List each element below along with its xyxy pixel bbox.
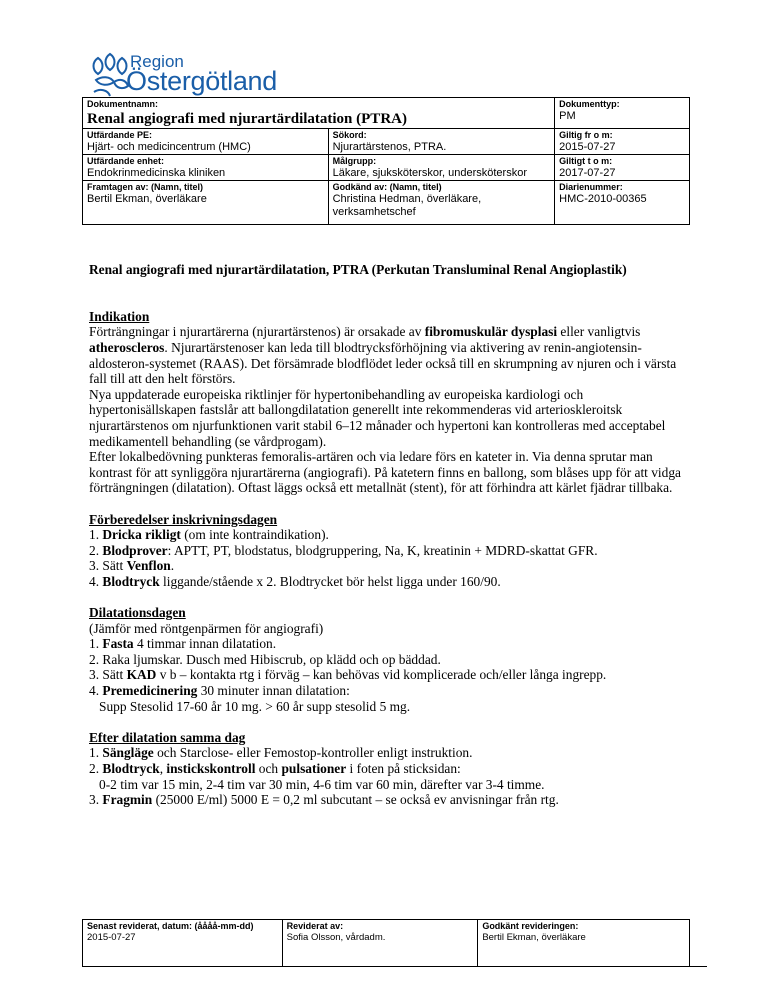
- footer-divider: [82, 966, 707, 967]
- valid-from-value: 2015-07-27: [559, 141, 616, 153]
- diary-label: Diarienummer:: [559, 182, 623, 192]
- list-item: 1. Sängläge och Starclose- eller Femostop-kontroller enligt instruktion.: [89, 745, 473, 761]
- valid-to-label: Giltigt t o m:: [559, 156, 613, 166]
- document-footer-table: [82, 919, 690, 967]
- section-heading-efter: Efter dilatation samma dag: [89, 729, 246, 745]
- docname-value: Renal angiografi med njurartärdilatation (PTRA): [87, 111, 407, 127]
- list-item: 4. Premedicinering 30 minuter innan dilatation:: [89, 683, 350, 699]
- paragraph-indikation-3: Efter lokalbedövning punkteras femoralis-artären och via ledare förs en kateter in. Via denna sprutar man kontrast för att synliggöra njurartärerna (angiografi). På katetern finns en ballong, som blåses upp för att vidga förträngningen (dilatation). Oftast läggs också ett metallnät (stent), för att förhindra att kärlet fjädrar tillbaka.: [89, 449, 681, 496]
- valid-to-value: 2017-07-27: [559, 167, 616, 179]
- reviser-label: Reviderat av:: [286, 921, 344, 931]
- list-item: 1. Dricka rikligt (om inte kontraindikation).: [89, 527, 329, 543]
- doctype-value: PM: [559, 110, 576, 122]
- section-heading-indikation: Indikation: [89, 308, 150, 324]
- target-label: Målgrupp:: [332, 156, 377, 166]
- doctype-label: Dokumenttyp:: [559, 99, 620, 109]
- issuer-pe-value: Hjärt- och medicincentrum (HMC): [87, 141, 251, 153]
- keyword-value: Njurartärstenos, PTRA.: [332, 141, 447, 153]
- revision-approved-value: Bertil Ekman, överläkare: [482, 932, 586, 943]
- logo-name-text: Östergötland: [126, 66, 277, 96]
- dil-intro: (Jämför med röntgenpärmen för angiografi): [89, 620, 324, 636]
- keyword-label: Sökord:: [332, 130, 367, 140]
- section-heading-dilatationsdagen: Dilatationsdagen: [89, 605, 186, 621]
- list-item: 3. Sätt KAD v b – kontakta rtg i förväg – kan behövas vid komplicerade och/eller långa ingrepp.: [89, 667, 607, 683]
- body-title: Renal angiografi med njurartärdilatation, PTRA (Perkutan Transluminal Renal Angioplastik): [89, 262, 627, 277]
- author-value: Bertil Ekman, överläkare: [87, 193, 207, 205]
- revised-label: Senast reviderat, datum: (åååå-mm-dd): [87, 921, 254, 931]
- issuer-unit-label: Utfärdande enhet:: [87, 156, 165, 166]
- docname-label: Dokumentnamn:: [87, 99, 159, 109]
- approved-value: Christina Hedman, överläkare, verksamhetschef: [332, 193, 482, 218]
- list-item: 2. Blodtryck, instickskontroll och pulsationer i foten på sticksidan:: [89, 761, 461, 776]
- author-label: Framtagen av: (Namn, titel): [87, 182, 204, 192]
- list-item-sub: Supp Stesolid 17-60 år 10 mg. > 60 år supp stesolid 5 mg.: [99, 698, 411, 714]
- issuer-pe-label: Utfärdande PE:: [87, 130, 153, 140]
- revised-value: 2015-07-27: [87, 932, 136, 943]
- list-item: 4. Blodtryck liggande/stående x 2. Blodtrycket bör helst ligga under 160/90.: [89, 573, 501, 589]
- list-item: 2. Raka ljumskar. Dusch med Hibiscrub, op klädd och op bäddad.: [89, 651, 441, 667]
- valid-from-label: Giltig fr o m:: [559, 130, 613, 140]
- list-item: 1. Fasta 4 timmar innan dilatation.: [89, 636, 277, 652]
- issuer-unit-value: Endokrinmedicinska kliniken: [87, 167, 226, 179]
- document-body: [89, 262, 689, 808]
- list-item: 2. Blodprover: APTT, PT, blodstatus, blodgruppering, Na, K, kreatinin + MDRD-skattat GFR.: [89, 542, 598, 558]
- revision-approved-label: Godkänt revideringen:: [482, 921, 579, 931]
- document-header-table: [82, 97, 690, 225]
- diary-value: HMC-2010-00365: [559, 193, 647, 205]
- paragraph-indikation-2: Nya uppdaterade europeiska riktlinjer för hypertonibehandling av europeiska kardiologi och hypertonisällskapen fastslår att ballongdilatation generellt inte rekommenderas vid arterioskleroitsk njurartärstenos om njurfunktionen varit stabil 6–12 månader och hypertoni kan kontrolleras med acceptabel medikamentell behandling (se vårdprogam).: [89, 386, 666, 449]
- list-item: 3. Fragmin (25000 E/ml) 5000 E = 0,2 ml subcutant – se också ev anvisningar från rtg.: [89, 792, 559, 808]
- list-item-sub: 0-2 tim var 15 min, 2-4 tim var 30 min, 4-6 tim var 60 min, därefter var 3-4 timme.: [99, 776, 545, 792]
- target-value: Läkare, sjuksköterskor, undersköterskor: [332, 167, 527, 179]
- section-heading-forberedelser: Förberedelser inskrivningsdagen: [89, 511, 278, 527]
- logo-region-text: Region: [130, 52, 184, 71]
- approved-label: Godkänd av: (Namn, titel): [332, 182, 442, 192]
- paragraph-indikation-1: Förträngningar i njurartärerna (njurartärstenos) är orsakade av fibromuskulär dysplasi eller vanligtvis atheroscleros. Njurartärstenoser kan leda till blodtrycksförhöjning via aktivering av renin-angiotensin-aldosteron-systemet (RAAS). Det försämrade blodflödet leder också till en skrumpning av njuren och i värsta fall till att den helt förstörs.: [89, 324, 677, 387]
- reviser-value: Sofia Olsson, vårdadm.: [286, 932, 386, 943]
- list-item: 3. Sätt Venflon.: [89, 558, 175, 574]
